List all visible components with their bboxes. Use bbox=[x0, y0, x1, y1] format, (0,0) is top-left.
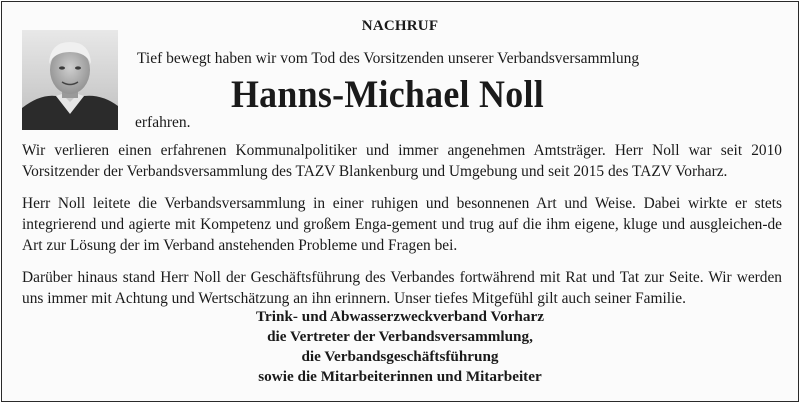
notice-heading: NACHRUF bbox=[361, 18, 439, 34]
portrait-photo bbox=[22, 30, 118, 130]
paragraph: Herr Noll leitete die Verbandsversammlung in einer ruhigen und besonnenen Art und Weise. Dabei wirkte er stets integrierend und agierte mit Kompetenz und großem Enga-gement und trug auf die ihm eigene, kluge und ausgleichen-de Art zur Lösung der im Verband anstehenden Probleme und Fragen bei. bbox=[22, 195, 782, 254]
signature-line: die Verbandsgeschäftsführung bbox=[301, 348, 499, 365]
signature-line: Trink- und Abwasserzweckverband Vorharz bbox=[256, 308, 544, 325]
obituary-notice bbox=[1, 1, 799, 402]
paragraph: Wir verlieren einen erfahrenen Kommunalpolitiker und immer angenehmen Amtsträger. Herr Noll war seit 2010 Vorsitzender der Verbandsversammlung des TAZV Blankenburg und Umgebung und seit 2015 des TAZV Vorharz. bbox=[22, 142, 782, 180]
intro-end: erfahren. bbox=[135, 114, 191, 131]
signature-line: sowie die Mitarbeiterinnen und Mitarbeiter bbox=[258, 368, 542, 385]
intro-line: Tief bewegt haben wir vom Tod des Vorsitzenden unserer Verbandsversammlung bbox=[137, 50, 640, 67]
notice-body bbox=[22, 140, 782, 320]
deceased-name: Hanns-Michael Noll bbox=[231, 73, 544, 116]
signature-block bbox=[2, 307, 798, 387]
signature-line: die Vertreter der Verbandsversammlung, bbox=[267, 328, 533, 345]
portrait-image bbox=[22, 30, 118, 130]
paragraph: Darüber hinaus stand Herr Noll der Geschäftsführung des Verbandes fortwährend mit Rat und Tat zur Seite. Wir werden uns immer mit Achtung und Wertschätzung an ihn erinnern. Unser tiefes Mitgefühl gilt auch seiner Familie. bbox=[22, 269, 782, 307]
